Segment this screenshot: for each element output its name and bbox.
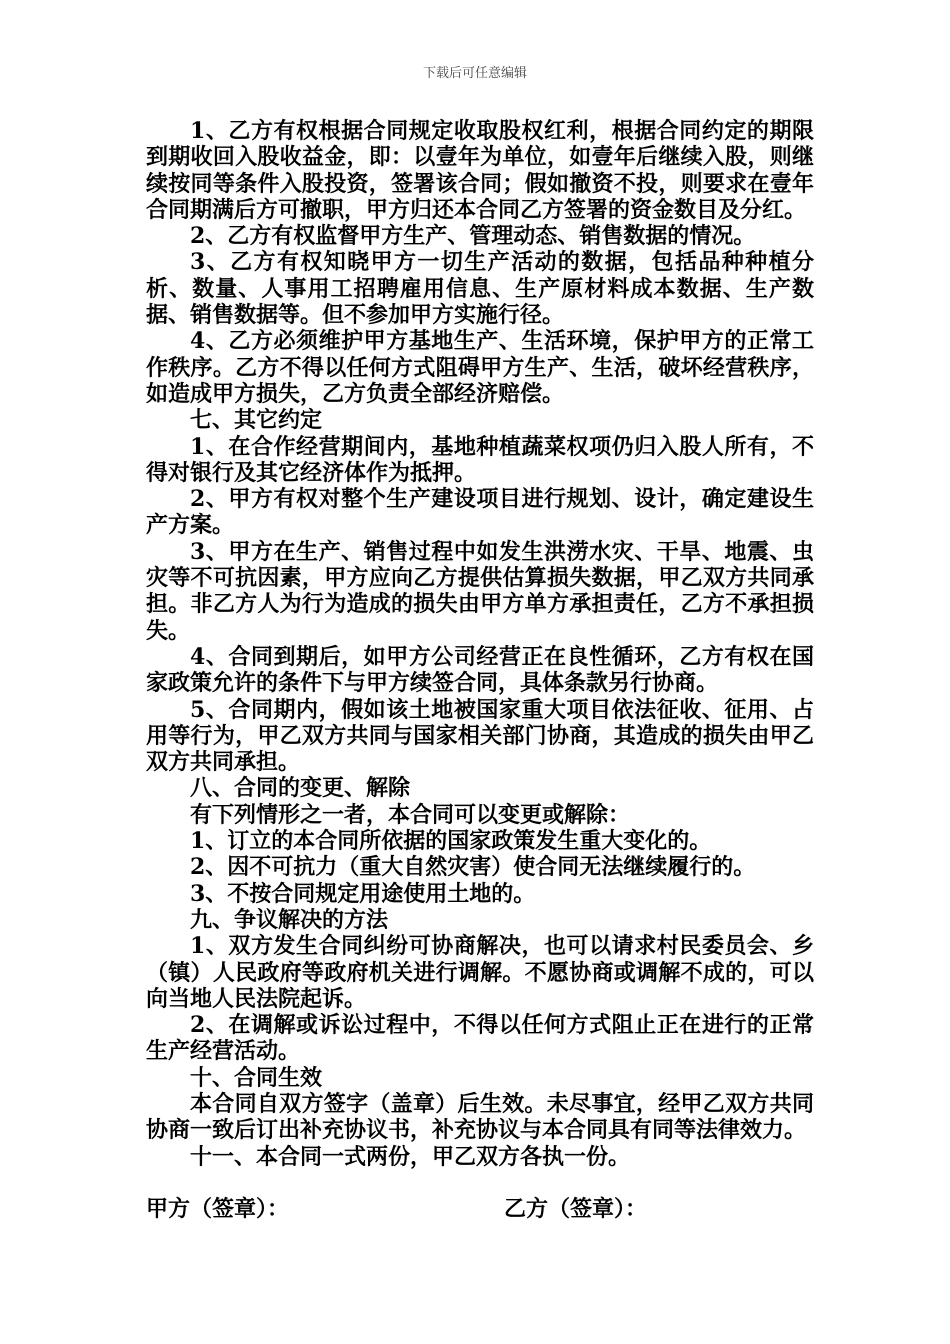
party-b-signature-label: 乙方（签章）： — [504, 1195, 648, 1222]
clause-8-2: 2、因不可抗力（重大自然灾害）使合同无法继续履行的。 — [190, 854, 756, 881]
clause-9-1: 1、双方发生合同纠纷可协商解决，也可以请求村民委员会、乡（镇）人民政府等政府机关进行调解。不愿协商或调解不成的，可以向当地人民法院起诉。 — [146, 933, 814, 1012]
section-heading-9: 九、争议解决的方法 — [190, 906, 389, 933]
page-header-note: 下载后可任意编辑 — [422, 66, 527, 81]
contract-body — [146, 118, 814, 1224]
clause-8-3: 3、不按合同规定用途使用土地的。 — [190, 880, 536, 907]
section-heading-8: 八、合同的变更、解除 — [190, 775, 411, 802]
clause-7-2: 2、甲方有权对整个生产建设项目进行规划、设计，确定建设生产方案。 — [146, 486, 814, 539]
clause-b4: 4、乙方必须维护甲方基地生产、生活环境，保护甲方的正常工作秩序。乙方不得以任何方式阻碍甲方生产、生活，破坏经营秩序，如造成甲方损失，乙方负责全部经济赔偿。 — [146, 328, 814, 407]
clause-8-intro: 有下列情形之一者，本合同可以变更或解除： — [190, 801, 631, 828]
clause-7-5: 5、合同期内，假如该土地被国家重大项目依法征收、征用、占用等行为，甲乙双方共同与国家相关部门协商，其造成的损失由甲乙双方共同承担。 — [146, 696, 814, 776]
party-a-signature-label: 甲方（签章）： — [146, 1195, 290, 1222]
clause-b3: 3、乙方有权知晓甲方一切生产活动的数据，包括品种种植分析、数量、人事用工招聘雇用信息、生产原材料成本数据、生产数据、销售数据等。但不参加甲方实施行径。 — [146, 249, 814, 329]
section-heading-7: 七、其它约定 — [190, 407, 323, 434]
section-heading-11: 十一、本合同一式两份，甲乙双方各执一份。 — [190, 1143, 631, 1170]
clause-10-text: 本合同自双方签字（盖章）后生效。未尽事宜，经甲乙双方共同协商一致后订出补充协议书，补充协议与本合同具有同等法律效力。 — [146, 1090, 814, 1144]
section-heading-10: 十、合同生效 — [190, 1064, 323, 1091]
clause-b1: 1、乙方有权根据合同规定收取股权红利，根据合同约定的期限到期收回入股收益金，即：以壹年为单位，如壹年后继续入股，则继续按同等条件入股投资，签署该合同；假如撤资不投，则要求在壹年合同期满后方可撤职，甲方归还本合同乙方签署的资金数目及分红。 — [146, 118, 814, 223]
clause-7-1: 1、在合作经营期间内，基地种植蔬菜权项仍归入股人所有，不得对银行及其它经济体作为抵押。 — [146, 433, 814, 486]
clause-7-3: 3、甲方在生产、销售过程中如发生洪涝水灾、干旱、地震、虫灾等不可抗因素，甲方应向乙方提供估算损失数据，甲乙双方共同承担。非乙方人为行为造成的损失由甲方单方承担责任，乙方不承担损失。 — [146, 538, 814, 644]
clause-8-1: 1、订立的本合同所依据的国家政策发生重大变化的。 — [190, 828, 712, 855]
signature-row — [146, 1196, 814, 1224]
signature-spacer — [146, 1170, 814, 1196]
clause-b2: 2、乙方有权监督甲方生产、管理动态、销售数据的情况。 — [190, 223, 756, 250]
clause-7-4: 4、合同到期后，如甲方公司经营正在良性循环，乙方有权在国家政策允许的条件下与甲方续签合同，具体条款另行协商。 — [146, 643, 814, 697]
clause-9-2: 2、在调解或诉讼过程中，不得以任何方式阻止正在进行的正常生产经营活动。 — [146, 1012, 814, 1065]
